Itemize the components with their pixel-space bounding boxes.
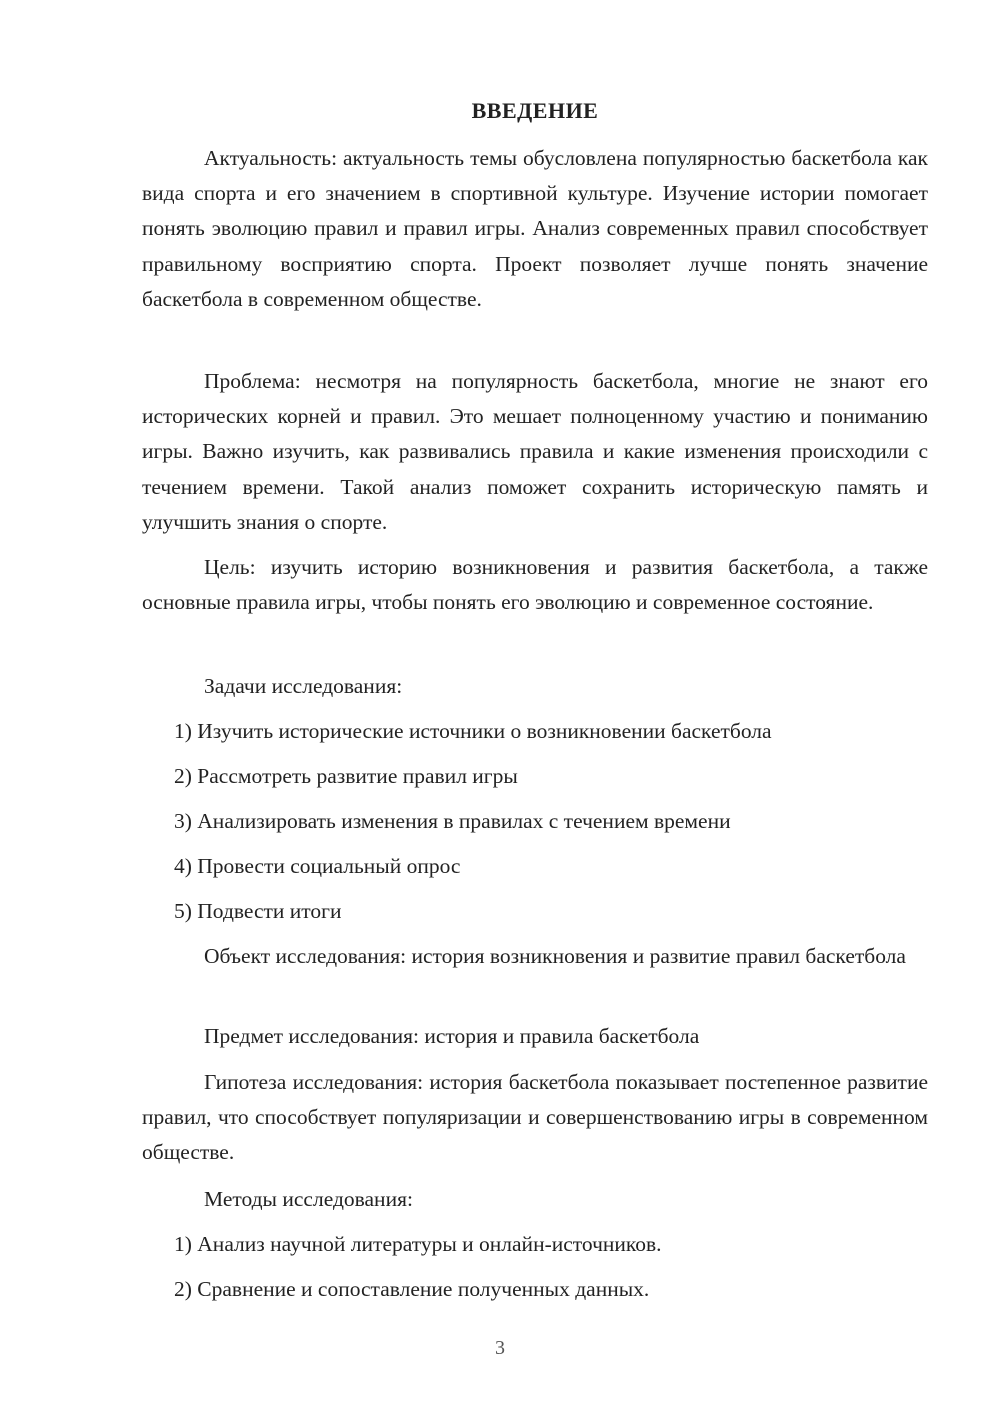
task-item-5: 5) Подвести итоги [174, 899, 342, 923]
method-item-2: 2) Сравнение и сопоставление полученных данных. [174, 1277, 650, 1301]
methods-heading: Методы исследования: [204, 1187, 413, 1211]
task-item-1: 1) Изучить исторические источники о возникновении баскетбола [174, 719, 772, 743]
paragraph-subject: Предмет исследования: история и правила баскетбола [204, 1024, 700, 1048]
page-number: 3 [495, 1337, 505, 1359]
paragraph-goal: Цель: изучить историю возникновения и развития баскетбола, а также основные правила игры, чтобы понять его эволюцию и современное состояние. [142, 555, 928, 615]
page-title: ВВЕДЕНИЕ [471, 98, 599, 123]
paragraph-problem: Проблема: несмотря на популярность баскетбола, многие не знают его исторических корней и правил. Это мешает полноценному участию и пониманию игры. Важно изучить, как развивались правила и какие изменения происходили с течением времени. Такой анализ поможет сохранить историческую память и улучшить знания о спорте. [142, 369, 928, 534]
task-item-4: 4) Провести социальный опрос [174, 854, 461, 878]
method-item-1: 1) Анализ научной литературы и онлайн-источников. [174, 1232, 662, 1256]
paragraph-relevance: Актуальность: актуальность темы обусловлена популярностью баскетбола как вида спорта и его значением в спортивной культуре. Изучение истории помогает понять эволюцию правил и правил игры. Анализ современных правил способствует правильному восприятию спорта. Проект позволяет лучше понять значение баскетбола в современном обществе. [142, 146, 928, 311]
paragraph-hypothesis: Гипотеза исследования: история баскетбола показывает постепенное развитие правил, что способствует популяризации и совершенствованию игры в современном обществе. [142, 1070, 928, 1165]
tasks-heading: Задачи исследования: [204, 674, 403, 698]
task-item-2: 2) Рассмотреть развитие правил игры [174, 764, 518, 788]
paragraph-object: Объект исследования: история возникновения и развитие правил баскетбола [204, 944, 906, 968]
task-item-3: 3) Анализировать изменения в правилах с течением времени [174, 809, 731, 833]
